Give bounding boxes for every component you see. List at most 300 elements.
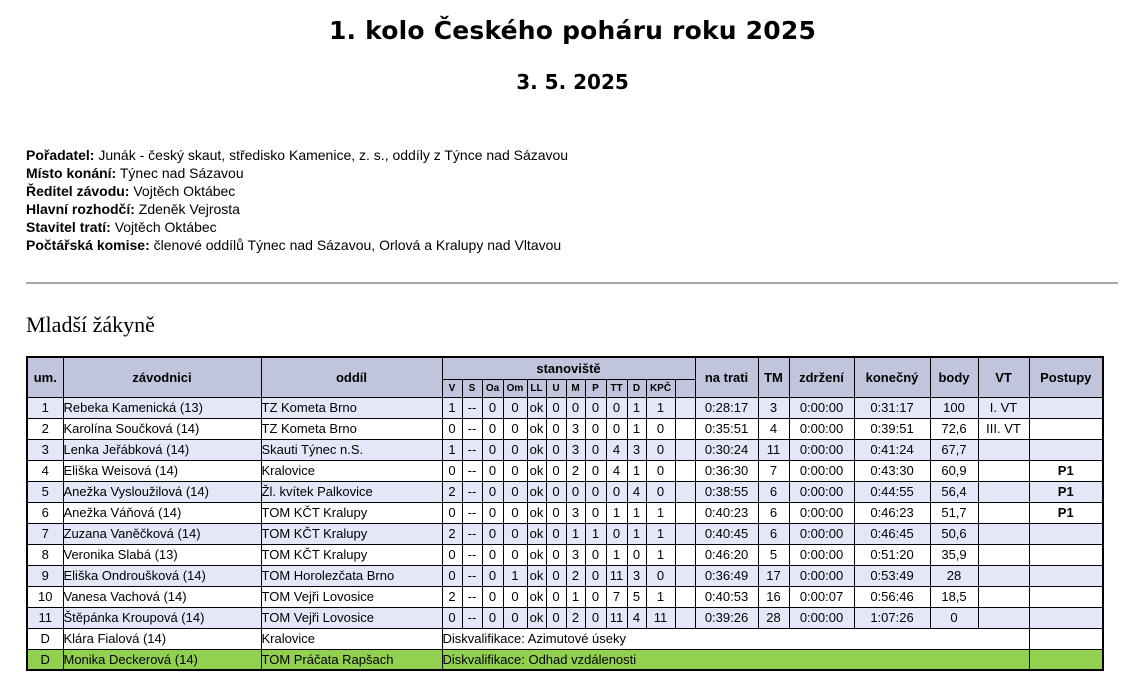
station-cell [675, 460, 695, 481]
final-time-cell: 1:07:26 [854, 607, 930, 628]
table-row [27, 544, 1103, 565]
col-stations: stanoviště [442, 357, 695, 379]
tm-cell: 28 [758, 607, 789, 628]
category-title: Mladší žákyně [26, 312, 155, 337]
station-cell: ok [527, 502, 546, 523]
station-cell: 0 [585, 418, 606, 439]
rank-cell: 4 [27, 460, 63, 481]
table-row [27, 586, 1103, 607]
rank-cell: D [27, 649, 63, 670]
results-table [26, 356, 1104, 671]
delay-cell: 0:00:00 [789, 565, 854, 586]
station-cell: 3 [566, 544, 585, 565]
advance-cell [1029, 649, 1103, 670]
points-cell: 0 [930, 607, 978, 628]
station-cell: 0 [546, 439, 566, 460]
station-cell: 4 [627, 607, 646, 628]
name-cell: Veronika Slabá (13) [63, 544, 261, 565]
station-cell: 2 [566, 460, 585, 481]
station-cell: 0 [646, 565, 675, 586]
station-cell: 5 [627, 586, 646, 607]
station-cell: -- [462, 523, 482, 544]
points-cell: 60,9 [930, 460, 978, 481]
station-cell: 0 [442, 418, 462, 439]
vt-cell [978, 586, 1029, 607]
station-header: TT [606, 379, 627, 397]
rank-cell: 6 [27, 502, 63, 523]
station-cell: ok [527, 460, 546, 481]
station-cell: 0 [482, 607, 503, 628]
on-course-cell: 0:38:55 [695, 481, 758, 502]
station-cell: 1 [627, 397, 646, 418]
station-header: U [546, 379, 566, 397]
station-cell: 0 [482, 439, 503, 460]
vt-cell [978, 523, 1029, 544]
station-cell: ok [527, 607, 546, 628]
station-cell: 0 [482, 565, 503, 586]
rank-cell: 2 [27, 418, 63, 439]
table-row [27, 565, 1103, 586]
station-cell [675, 523, 695, 544]
station-cell: 0 [546, 397, 566, 418]
station-cell: 1 [646, 586, 675, 607]
advance-cell [1029, 418, 1103, 439]
table-row [27, 460, 1103, 481]
station-cell: 0 [482, 418, 503, 439]
name-cell: Rebeka Kamenická (13) [63, 397, 261, 418]
club-cell: Žl. kvítek Palkovice [261, 481, 442, 502]
delay-cell: 0:00:00 [789, 439, 854, 460]
station-cell [675, 481, 695, 502]
station-cell: 1 [442, 397, 462, 418]
vt-cell [978, 502, 1029, 523]
station-cell: 1 [442, 439, 462, 460]
station-cell: 2 [442, 481, 462, 502]
station-cell: 3 [627, 565, 646, 586]
station-cell: 1 [627, 523, 646, 544]
advance-cell: P1 [1029, 460, 1103, 481]
on-course-cell: 0:36:30 [695, 460, 758, 481]
name-cell: Zuzana Vaněčková (14) [63, 523, 261, 544]
event-date: 3. 5. 2025 [516, 70, 629, 94]
station-cell: 1 [646, 544, 675, 565]
station-header: Oa [482, 379, 503, 397]
station-cell: 2 [442, 586, 462, 607]
delay-cell: 0:00:00 [789, 523, 854, 544]
info-organizer: Pořadatel: Junák - český skaut, středisko Kamenice, z. s., oddíly z Týnce nad Sázavou [26, 147, 569, 163]
station-cell: 0 [566, 397, 585, 418]
final-time-cell: 0:53:49 [854, 565, 930, 586]
station-cell [675, 502, 695, 523]
station-cell: ok [527, 418, 546, 439]
final-time-cell: 0:44:55 [854, 481, 930, 502]
station-cell: 1 [646, 502, 675, 523]
col-tm: TM [758, 357, 789, 397]
event-info [26, 146, 568, 254]
station-cell [675, 397, 695, 418]
station-cell: 2 [566, 565, 585, 586]
station-cell: 0 [606, 523, 627, 544]
station-cell: 3 [566, 439, 585, 460]
on-course-cell: 0:36:49 [695, 565, 758, 586]
delay-cell: 0:00:00 [789, 460, 854, 481]
station-cell: 0 [585, 460, 606, 481]
station-cell: 0 [585, 397, 606, 418]
advance-cell [1029, 544, 1103, 565]
station-cell: 2 [566, 607, 585, 628]
rank-cell: 9 [27, 565, 63, 586]
station-cell: -- [462, 481, 482, 502]
results-body [27, 397, 1103, 670]
points-cell: 56,4 [930, 481, 978, 502]
table-row [27, 607, 1103, 628]
station-cell: ok [527, 586, 546, 607]
name-cell: Anežka Váňová (14) [63, 502, 261, 523]
station-cell: 3 [566, 418, 585, 439]
delay-cell: 0:00:00 [789, 397, 854, 418]
info-director: Ředitel závodu: Vojtěch Oktábec [26, 183, 236, 199]
station-cell: 0 [442, 502, 462, 523]
name-cell: Monika Deckerová (14) [63, 649, 261, 670]
station-cell: 0 [503, 439, 527, 460]
name-cell: Klára Fialová (14) [63, 628, 261, 649]
station-cell: -- [462, 397, 482, 418]
station-cell: 0 [482, 586, 503, 607]
on-course-cell: 0:30:24 [695, 439, 758, 460]
station-cell: 0 [646, 460, 675, 481]
delay-cell: 0:00:00 [789, 502, 854, 523]
station-cell: 0 [442, 460, 462, 481]
disqualification-note: Diskvalifikace: Odhad vzdálenosti [442, 649, 1029, 670]
rank-cell: D [27, 628, 63, 649]
advance-cell [1029, 565, 1103, 586]
table-row [27, 418, 1103, 439]
points-cell: 51,7 [930, 502, 978, 523]
station-header: M [566, 379, 585, 397]
station-cell: 11 [646, 607, 675, 628]
station-cell: 3 [566, 502, 585, 523]
station-cell: 0 [442, 544, 462, 565]
info-venue: Místo konání: Týnec nad Sázavou [26, 165, 244, 181]
station-cell: 0 [646, 439, 675, 460]
station-cell: 1 [566, 586, 585, 607]
station-cell: 0 [566, 481, 585, 502]
on-course-cell: 0:40:45 [695, 523, 758, 544]
advance-cell [1029, 586, 1103, 607]
station-cell: ok [527, 397, 546, 418]
tm-cell: 6 [758, 502, 789, 523]
station-cell: 3 [627, 439, 646, 460]
tm-cell: 5 [758, 544, 789, 565]
points-cell: 100 [930, 397, 978, 418]
station-cell: 0 [442, 565, 462, 586]
info-chief-referee: Hlavní rozhodčí: Zdeněk Vejrosta [26, 201, 240, 217]
name-cell: Vanesa Vachová (14) [63, 586, 261, 607]
station-cell: 0 [482, 397, 503, 418]
station-cell: 0 [627, 544, 646, 565]
station-cell: 0 [646, 481, 675, 502]
advance-cell [1029, 523, 1103, 544]
club-cell: TOM Práčata Rapšach [261, 649, 442, 670]
station-cell: 0 [646, 418, 675, 439]
final-time-cell: 0:39:51 [854, 418, 930, 439]
club-cell: TOM Horolezčata Brno [261, 565, 442, 586]
col-on-course: na trati [695, 357, 758, 397]
rank-cell: 10 [27, 586, 63, 607]
station-cell: 0 [503, 460, 527, 481]
station-cell: 0 [585, 586, 606, 607]
rank-cell: 7 [27, 523, 63, 544]
station-cell: 11 [606, 607, 627, 628]
rank-cell: 1 [27, 397, 63, 418]
station-cell: 1 [606, 544, 627, 565]
station-cell: 0 [546, 607, 566, 628]
points-cell: 18,5 [930, 586, 978, 607]
club-cell: TOM KČT Kralupy [261, 523, 442, 544]
station-header: Om [503, 379, 527, 397]
station-cell: ok [527, 565, 546, 586]
club-cell: TZ Kometa Brno [261, 418, 442, 439]
tm-cell: 11 [758, 439, 789, 460]
on-course-cell: 0:40:53 [695, 586, 758, 607]
vt-cell: III. VT [978, 418, 1029, 439]
results-header [27, 357, 1103, 397]
station-cell: 0 [585, 544, 606, 565]
on-course-cell: 0:28:17 [695, 397, 758, 418]
station-cell: 0 [482, 544, 503, 565]
name-cell: Lenka Jeřábková (14) [63, 439, 261, 460]
info-scoring-committee: Počtářská komise: členové oddílů Týnec nad Sázavou, Orlová a Kralupy nad Vltavou [26, 237, 562, 253]
table-row-disqualified [27, 649, 1103, 670]
station-cell: -- [462, 586, 482, 607]
station-cell: 0 [606, 418, 627, 439]
vt-cell [978, 460, 1029, 481]
final-time-cell: 0:31:17 [854, 397, 930, 418]
station-cell: 1 [585, 523, 606, 544]
col-points: body [930, 357, 978, 397]
points-cell: 67,7 [930, 439, 978, 460]
station-cell: 0 [585, 607, 606, 628]
final-time-cell: 0:41:24 [854, 439, 930, 460]
tm-cell: 3 [758, 397, 789, 418]
station-cell: 0 [546, 544, 566, 565]
advance-cell [1029, 397, 1103, 418]
station-cell [675, 544, 695, 565]
final-time-cell: 0:46:23 [854, 502, 930, 523]
delay-cell: 0:00:00 [789, 607, 854, 628]
vt-cell: I. VT [978, 397, 1029, 418]
station-cell: 0 [503, 481, 527, 502]
station-header [675, 379, 695, 397]
station-cell: 1 [627, 418, 646, 439]
station-cell: 2 [442, 523, 462, 544]
station-header: LL [527, 379, 546, 397]
station-cell: 1 [503, 565, 527, 586]
delay-cell: 0:00:00 [789, 481, 854, 502]
club-cell: TZ Kometa Brno [261, 397, 442, 418]
station-cell [675, 418, 695, 439]
station-cell: ok [527, 544, 546, 565]
rank-cell: 5 [27, 481, 63, 502]
on-course-cell: 0:46:20 [695, 544, 758, 565]
vt-cell [978, 481, 1029, 502]
info-course-setter: Stavitel tratí: Vojtěch Oktábec [26, 219, 217, 235]
points-cell: 50,6 [930, 523, 978, 544]
name-cell: Štěpánka Kroupová (14) [63, 607, 261, 628]
club-cell: Skauti Týnec n.S. [261, 439, 442, 460]
station-cell: -- [462, 565, 482, 586]
station-cell: ok [527, 439, 546, 460]
points-cell: 28 [930, 565, 978, 586]
advance-cell: P1 [1029, 481, 1103, 502]
station-cell: 0 [503, 397, 527, 418]
rank-cell: 11 [27, 607, 63, 628]
col-delay: zdržení [789, 357, 854, 397]
station-cell: 11 [606, 565, 627, 586]
points-cell: 35,9 [930, 544, 978, 565]
station-cell: 0 [482, 481, 503, 502]
station-cell: 0 [606, 397, 627, 418]
final-time-cell: 0:46:45 [854, 523, 930, 544]
tm-cell: 6 [758, 481, 789, 502]
station-cell: 0 [503, 523, 527, 544]
club-cell: TOM KČT Kralupy [261, 544, 442, 565]
station-cell: 0 [546, 565, 566, 586]
station-cell: 0 [546, 523, 566, 544]
station-cell: 0 [503, 544, 527, 565]
advance-cell [1029, 439, 1103, 460]
advance-cell [1029, 628, 1103, 649]
station-cell: ok [527, 481, 546, 502]
station-cell: -- [462, 460, 482, 481]
station-cell: 0 [606, 481, 627, 502]
station-header: KPČ [646, 379, 675, 397]
station-header: P [585, 379, 606, 397]
station-cell: 0 [503, 586, 527, 607]
table-row [27, 397, 1103, 418]
station-cell: 1 [646, 397, 675, 418]
col-advance: Postupy [1029, 357, 1103, 397]
station-cell [675, 586, 695, 607]
delay-cell: 0:00:07 [789, 586, 854, 607]
station-cell: 4 [627, 481, 646, 502]
club-cell: Kralovice [261, 460, 442, 481]
station-cell [675, 439, 695, 460]
station-cell: 0 [585, 565, 606, 586]
station-cell: 4 [606, 460, 627, 481]
name-cell: Eliška Weisová (14) [63, 460, 261, 481]
on-course-cell: 0:39:26 [695, 607, 758, 628]
club-cell: TOM Vejři Lovosice [261, 586, 442, 607]
name-cell: Anežka Vysloužilová (14) [63, 481, 261, 502]
station-cell: 0 [546, 586, 566, 607]
station-header: S [462, 379, 482, 397]
station-cell: 0 [503, 502, 527, 523]
station-cell: 7 [606, 586, 627, 607]
table-row [27, 502, 1103, 523]
station-cell [675, 565, 695, 586]
col-name: závodnici [63, 357, 261, 397]
station-cell: 0 [546, 460, 566, 481]
tm-cell: 16 [758, 586, 789, 607]
station-cell: 0 [585, 481, 606, 502]
station-cell: -- [462, 502, 482, 523]
rank-cell: 8 [27, 544, 63, 565]
disqualification-note: Diskvalifikace: Azimutové úseky [442, 628, 1029, 649]
station-cell: 0 [442, 607, 462, 628]
station-cell: 0 [546, 418, 566, 439]
col-vt: VT [978, 357, 1029, 397]
station-cell: ok [527, 523, 546, 544]
station-header: D [627, 379, 646, 397]
name-cell: Karolína Součková (14) [63, 418, 261, 439]
divider [26, 282, 1118, 284]
advance-cell: P1 [1029, 502, 1103, 523]
final-time-cell: 0:43:30 [854, 460, 930, 481]
station-cell: -- [462, 607, 482, 628]
tm-cell: 7 [758, 460, 789, 481]
club-cell: TOM KČT Kralupy [261, 502, 442, 523]
station-cell: 1 [627, 460, 646, 481]
on-course-cell: 0:35:51 [695, 418, 758, 439]
station-cell: 0 [503, 418, 527, 439]
rank-cell: 3 [27, 439, 63, 460]
station-cell: 0 [482, 460, 503, 481]
station-cell: 0 [546, 502, 566, 523]
club-cell: Kralovice [261, 628, 442, 649]
station-cell: 0 [503, 607, 527, 628]
station-cell: 0 [585, 439, 606, 460]
final-time-cell: 0:51:20 [854, 544, 930, 565]
page-title: 1. kolo Českého poháru roku 2025 [328, 16, 817, 45]
points-cell: 72,6 [930, 418, 978, 439]
on-course-cell: 0:40:23 [695, 502, 758, 523]
advance-cell [1029, 607, 1103, 628]
final-time-cell: 0:56:46 [854, 586, 930, 607]
vt-cell [978, 565, 1029, 586]
club-cell: TOM Vejři Lovosice [261, 607, 442, 628]
station-cell: 0 [482, 502, 503, 523]
vt-cell [978, 544, 1029, 565]
station-cell: 0 [546, 481, 566, 502]
delay-cell: 0:00:00 [789, 418, 854, 439]
station-cell: 1 [606, 502, 627, 523]
vt-cell [978, 439, 1029, 460]
station-cell: 0 [482, 523, 503, 544]
table-row [27, 439, 1103, 460]
station-cell: 1 [627, 502, 646, 523]
station-cell: 0 [585, 502, 606, 523]
station-cell: 1 [646, 523, 675, 544]
col-rank: um. [27, 357, 63, 397]
station-cell: 4 [606, 439, 627, 460]
tm-cell: 4 [758, 418, 789, 439]
table-row-disqualified [27, 628, 1103, 649]
table-row [27, 523, 1103, 544]
station-cell: -- [462, 439, 482, 460]
station-cell: -- [462, 544, 482, 565]
station-header: V [442, 379, 462, 397]
tm-cell: 6 [758, 523, 789, 544]
col-club: oddíl [261, 357, 442, 397]
station-cell: 1 [566, 523, 585, 544]
name-cell: Eliška Ondroušková (14) [63, 565, 261, 586]
station-cell [675, 607, 695, 628]
tm-cell: 17 [758, 565, 789, 586]
station-cell: -- [462, 418, 482, 439]
delay-cell: 0:00:00 [789, 544, 854, 565]
col-final: konečný [854, 357, 930, 397]
